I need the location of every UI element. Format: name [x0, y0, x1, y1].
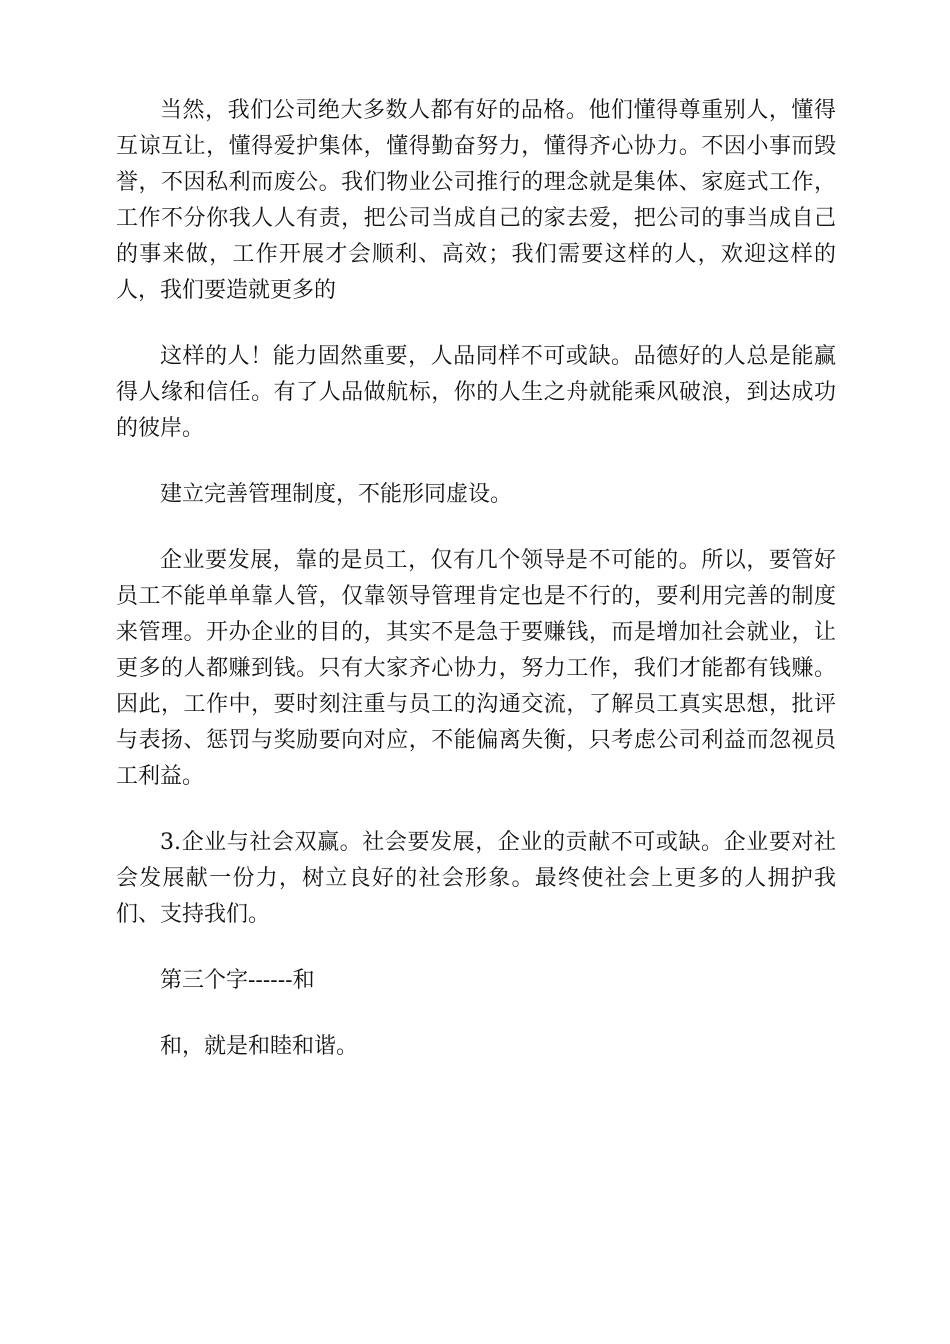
section-heading-third-character: 第三个字------和 [160, 968, 315, 993]
paragraph-integrity: 这样的人！能力固然重要，人品同样不可或缺。品德好的人总是能赢得人缘和信任。有了人品做航标，你的人生之舟就能乘风破浪，到达成功的彼岸。 [116, 344, 836, 441]
paragraph-win-win: 3.企业与社会双赢。社会要发展，企业的贡献不可或缺。企业要对社会发展献一份力，树立良好的社会形象。最终使社会上更多的人拥护我们、支持我们。 [116, 830, 836, 927]
document-body [116, 93, 836, 1095]
paragraph-character: 当然，我们公司绝大多数人都有好的品格。他们懂得尊重别人，懂得互谅互让，懂得爱护集体，懂得勤奋努力，懂得齐心协力。不因小事而毁誉，不因私利而废公。我们物业公司推行的理念就是集体、家庭式工作，工作不分你我人人有责，把公司当成自己的家去爱，把公司的事当成自己的事来做，工作开展才会顺利、高效；我们需要这样的人，欢迎这样的人，我们要造就更多的 [116, 98, 836, 303]
paragraph-management-heading: 建立完善管理制度，不能形同虚设。 [160, 482, 513, 507]
paragraph-management: 企业要发展，靠的是员工，仅有几个领导是不可能的。所以，要管好员工不能单单靠人管，仅靠领导管理肯定也是不行的，要利用完善的制度来管理。开办企业的目的，其实不是急于要赚钱，而是增加社会就业，让更多的人都赚到钱。只有大家齐心协力，努力工作，我们才能都有钱赚。因此，工作中，要时刻注重与员工的沟通交流，了解员工真实思想，批评与表扬、惩罚与奖励要向对应，不能偏离失衡，只考虑公司利益而忽视员工利益。 [116, 548, 836, 789]
paragraph-harmony: 和，就是和睦和谐。 [160, 1034, 359, 1059]
